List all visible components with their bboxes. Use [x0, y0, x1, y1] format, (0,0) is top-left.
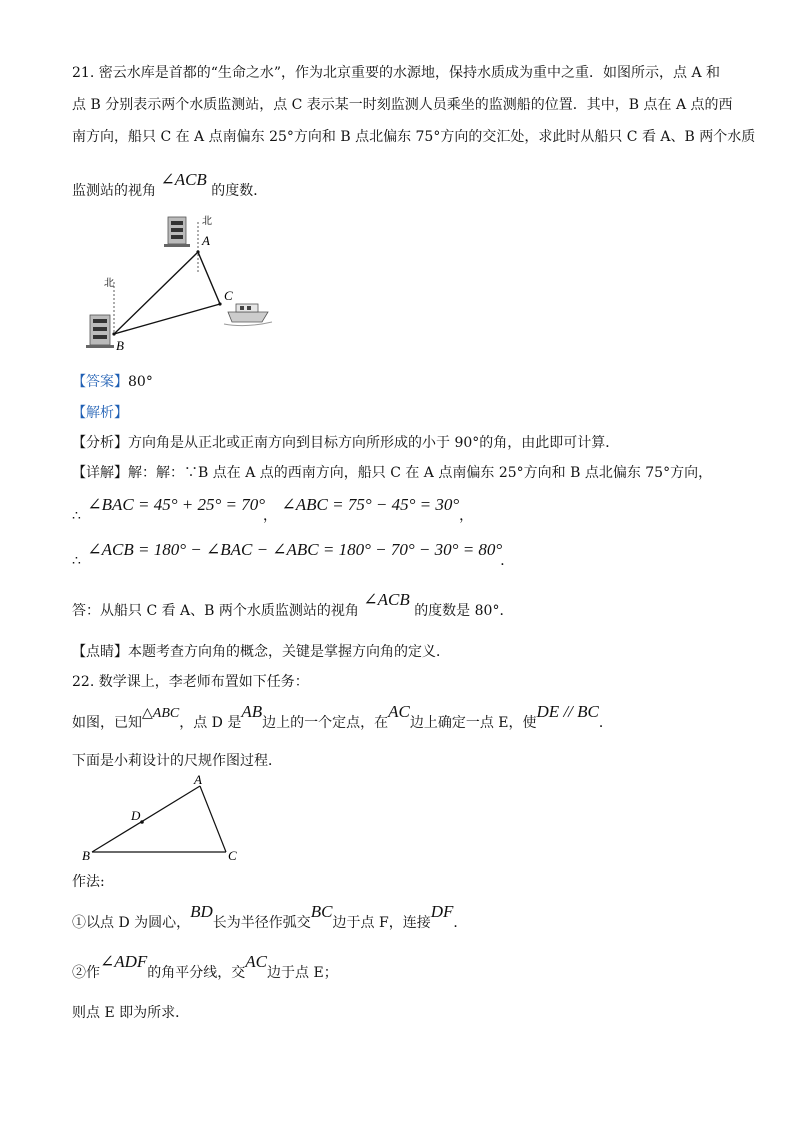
dianjing-text: 本题考查方向角的概念，关键是掌握方向角的定义． — [128, 644, 450, 660]
q22-label-d: D — [131, 808, 141, 823]
eq1-bac: ∠BAC = 45° + 25° = 70° — [87, 495, 266, 514]
answer-value: 80° — [128, 374, 153, 390]
station-b-icon — [86, 315, 114, 348]
q21-line-2: 点 B 分别表示两个水质监测站，点 C 表示某一时刻监测人员乘坐的监测船的位置．其中，B 点在 A 点的西 — [72, 97, 733, 113]
q22-side-ab — [92, 786, 200, 852]
conclusion-line — [72, 590, 514, 621]
q21-angle-acb: ∠ACB — [160, 170, 207, 189]
q22-point-d — [140, 820, 144, 824]
q22-de-parallel-bc: DE // BC — [536, 702, 599, 721]
xiangjie-text: 解：解：∵B 点在 A 点的西南方向，船只 C 在 A 点南偏东 25°方向和 B 点北偏东 75°方向， — [128, 465, 713, 481]
q22-s1-b: 长为半径作弧交 — [212, 915, 311, 931]
q22-s1-df: DF — [430, 902, 454, 921]
q22-s1-c: 边于点 F，连接 — [332, 915, 431, 931]
xiangjie-tag: 【详解】 — [72, 465, 128, 481]
xiangjie-line — [72, 463, 712, 483]
station-a-icon — [164, 217, 190, 247]
q22-line-3: 下面是小莉设计的尺规作图过程． — [72, 753, 282, 769]
q21-line-4 — [72, 170, 268, 201]
analysis-tag: 【解析】 — [72, 405, 128, 421]
conclusion-post: 的度数是 80°． — [414, 603, 514, 619]
label-b: B — [116, 338, 124, 353]
q22-label-b: B — [82, 848, 90, 863]
equation-2 — [72, 540, 514, 570]
eq2-dot: ． — [500, 553, 515, 569]
equation-1 — [72, 495, 473, 525]
q22-l2-e: ． — [598, 715, 613, 731]
q22-s2-a: ②作 — [72, 965, 100, 981]
q21-line-4-post: 的度数． — [211, 183, 268, 199]
boat-c-icon — [224, 304, 272, 326]
q22-line-2 — [72, 702, 613, 734]
q22-triangle-abc: △ABC — [142, 706, 180, 721]
q22-step-2 — [72, 952, 338, 983]
q21-figure — [80, 212, 280, 357]
q22-s1-bd: BD — [190, 902, 213, 921]
label-a: A — [202, 233, 210, 248]
q22-s2-adf: ∠ADF — [100, 952, 148, 971]
therefore-2: ∴ — [72, 553, 81, 569]
q22-side-ac — [200, 786, 226, 852]
eq1-comma-1: ， — [263, 508, 278, 524]
north-label-a: 北 — [202, 216, 212, 227]
dianjing-line — [72, 642, 450, 662]
q22-final: 则点 E 即为所求． — [72, 1005, 190, 1021]
q22-s2-c: 边于点 E； — [267, 965, 338, 981]
eq2-acb: ∠ACB = 180° − ∠BAC − ∠ABC = 180° − 70° − 30° = 80° — [87, 540, 503, 559]
conclusion-pre: 答：从船只 C 看 A、B 两个水质监测站的视角 — [72, 603, 359, 619]
side-ac — [198, 252, 220, 304]
q21-line-3: 南方向，船只 C 在 A 点南偏东 25°方向和 B 点北偏东 75°方向的交汇处，求此时从船只 C 看 A、B 两个水质 — [72, 129, 756, 145]
fenxi-tag: 【分析】 — [72, 435, 128, 451]
q22-l2-a: 如图，已知 — [72, 715, 142, 731]
q22-label-c: C — [228, 848, 237, 863]
therefore-1: ∴ — [72, 508, 81, 524]
q22-step-1 — [72, 902, 468, 933]
dianjing-tag: 【点睛】 — [72, 644, 128, 660]
eq1-abc: ∠ABC = 75° − 45° = 30° — [281, 495, 460, 514]
eq1-comma-2: ， — [459, 508, 474, 524]
north-label-b: 北 — [104, 278, 114, 289]
q22-s1-bc: BC — [310, 902, 333, 921]
answer-tag: 【答案】 — [72, 374, 128, 390]
q22-s2-b: 的角平分线，交 — [147, 965, 246, 981]
q22-label-a: A — [194, 774, 202, 787]
q22-s1-a: ①以点 D 为圆心， — [72, 915, 191, 931]
q22-method-title: 作法: — [72, 874, 105, 890]
label-c: C — [224, 288, 233, 303]
conclusion-angle: ∠ACB — [363, 590, 410, 609]
q21-line-4-pre: 监测站的视角 — [72, 183, 156, 199]
q22-s1-d: ． — [453, 915, 468, 931]
q22-line-1: 22. 数学课上，李老师布置如下任务： — [72, 674, 309, 690]
q22-seg-ab: AB — [241, 702, 263, 721]
q22-l2-d: 边上确定一点 E，使 — [409, 715, 537, 731]
fenxi-text: 方向角是从正北或正南方向到目标方向所形成的小于 90°的角，由此即可计算． — [128, 435, 620, 451]
fenxi-line — [72, 433, 619, 453]
q21-line-1: 21. 密云水库是首都的“生命之水”，作为北京重要的水源地，保持水质成为重中之重．如图所示，点 A 和 — [72, 65, 721, 81]
q22-l2-c: 边上的一个定点，在 — [262, 715, 389, 731]
q22-figure — [78, 774, 248, 866]
answer-line — [72, 372, 153, 392]
q22-l2-b: ，点 D 是 — [179, 715, 242, 731]
q22-seg-ac: AC — [388, 702, 410, 721]
q22-s2-ac: AC — [245, 952, 268, 971]
